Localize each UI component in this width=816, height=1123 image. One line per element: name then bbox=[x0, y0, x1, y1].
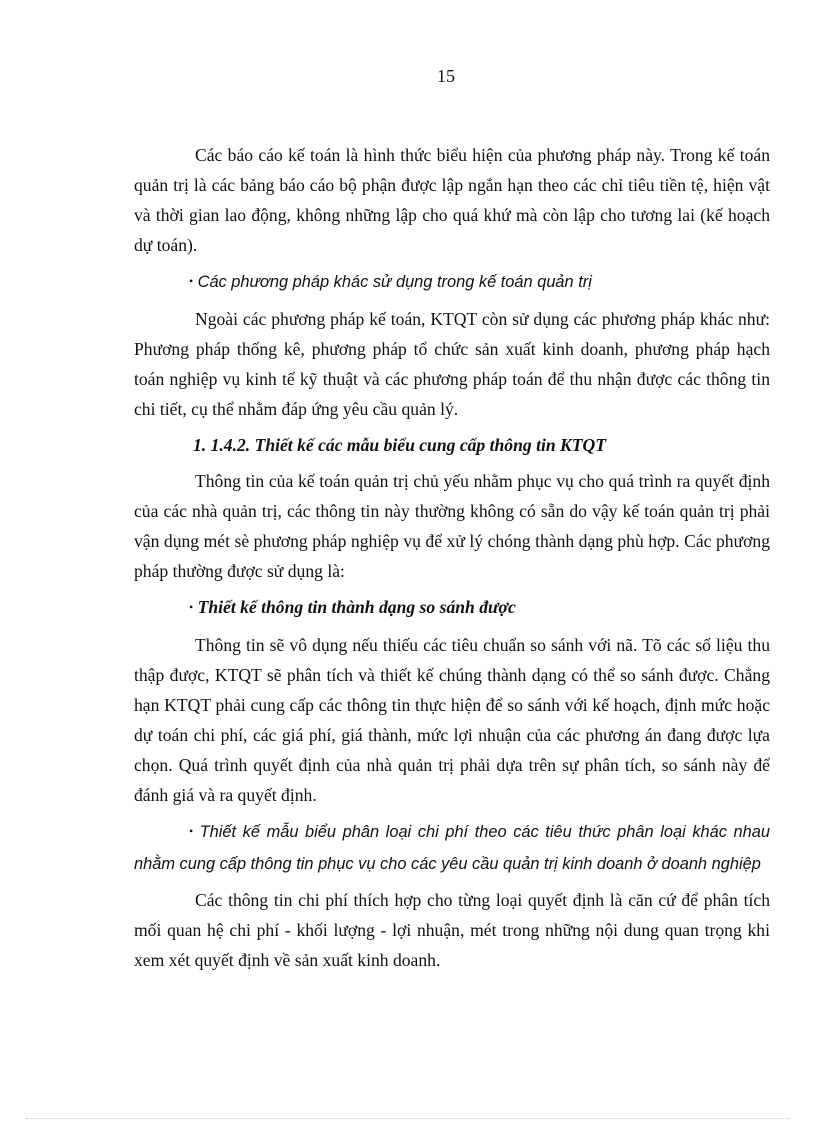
bullet-cost-classification-text: Thiết kế mẫu biểu phân loại chi phí theo các tiêu thức phân loại khác nhau nhằm cung cấp thông tin phục vụ cho các yêu cầu quản trị kinh doanh ở doanh nghiệp bbox=[134, 823, 770, 873]
paragraph-cost-information: Các thông tin chi phí thích hợp cho từng loại quyết định là căn cứ để phân tích mối quan hệ chi phí - khối lượng - lợi nhuận, mét trong những nội dung quan trọng khi xem xét quyết định về sản xuất kinh doanh. bbox=[134, 890, 770, 970]
footer-divider bbox=[26, 1118, 790, 1119]
page-body bbox=[134, 140, 770, 975]
bullet-other-methods-text: Các phương pháp khác sử dụng trong kế toán quản trị bbox=[197, 273, 592, 291]
bullet-other-methods bbox=[134, 266, 770, 298]
bullet-comparable-design-text: Thiết kế thông tin thành dạng so sánh được bbox=[197, 597, 516, 617]
paragraph-other-methods: Ngoài các phương pháp kế toán, KTQT còn sử dụng các phương pháp khác như: Phương pháp thống kê, phương pháp tổ chức sản xuất kinh doanh, phương pháp hạch toán nghiệp vụ kinh tế kỹ thuật và các phương pháp toán để thu nhận được các thông tin chi tiết, cụ thể nhằm đáp ứng yêu cầu quản lý. bbox=[134, 309, 770, 419]
section-heading-1-1-4-2: 1. 1.4.2. Thiết kế các mẫu biểu cung cấp thông tin KTQT bbox=[193, 435, 606, 455]
bullet-icon: • bbox=[189, 274, 194, 288]
bullet-icon: • bbox=[189, 600, 194, 614]
bullet-icon: • bbox=[189, 824, 194, 838]
paragraph-comparison: Thông tin sẽ vô dụng nếu thiếu các tiêu chuẩn so sánh với nã. Tõ các số liệu thu thập được, KTQT sẽ phân tích và thiết kế chúng thành dạng có thể so sánh được. Chẳng hạn KTQT phải cung cấp các thông tin thực hiện để so sánh với kế hoạch, định mức hoặc dự toán chi phí, các giá phí, giá thành, mức lợi nhuận của các phương án đang được lựa chọn. Quá trình quyết định của nhà quản trị phải dựa trên sự phân tích, so sánh này để đánh giá và ra quyết định. bbox=[134, 635, 770, 805]
bullet-cost-classification bbox=[134, 816, 770, 879]
paragraph-information-purpose: Thông tin của kế toán quản trị chủ yếu nhằm phục vụ cho quá trình ra quyết định của các nhà quản trị, các thông tin này thường không có sẵn do vậy kế toán quản trị phải vận dụng mét sè phương pháp nghiệp vụ để xử lý chóng thành dạng phù hợp. Các phương pháp thường được sử dụng là: bbox=[134, 471, 770, 581]
paragraph-accounting-reports: Các báo cáo kế toán là hình thức biểu hiện của phương pháp này. Trong kế toán quản trị là các bảng báo cáo bộ phận được lập ngắn hạn theo các chỉ tiêu tiền tệ, hiện vật và thời gian lao động, không những lập cho quá khứ mà còn lập cho tương lai (kế hoạch dự toán). bbox=[134, 145, 770, 255]
bullet-comparable-design bbox=[134, 592, 770, 624]
page-number: 15 bbox=[437, 66, 455, 86]
